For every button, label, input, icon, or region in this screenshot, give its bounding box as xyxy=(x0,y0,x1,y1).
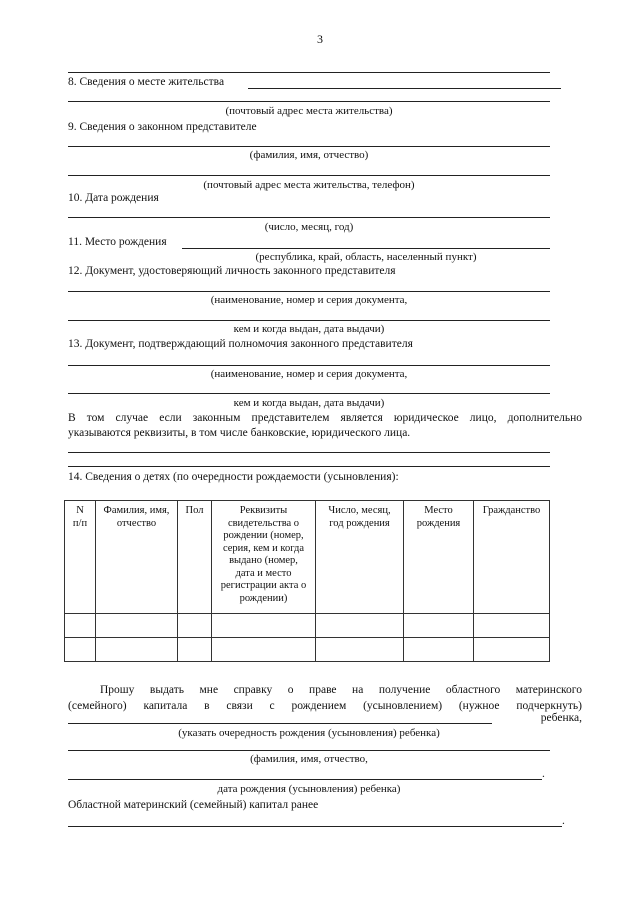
representative-address-field[interactable] xyxy=(68,175,550,176)
capital-field[interactable] xyxy=(68,826,562,827)
request-line2: (семейного) капитала в связи с рождением (усыновлением) (нужное подчеркнуть) xyxy=(68,700,582,712)
id-document-field[interactable] xyxy=(68,291,550,292)
s9-label: 9. Сведения о законном представителе xyxy=(68,121,257,133)
period-1: . xyxy=(542,768,545,780)
table-cell[interactable] xyxy=(474,638,550,662)
s8-caption: (почтовый адрес места жительства) xyxy=(225,105,393,117)
col-full-name: Фамилия, имя, отчество xyxy=(96,501,178,614)
table-cell[interactable] xyxy=(316,614,404,638)
s10-label: 10. Дата рождения xyxy=(68,192,159,204)
col-sex: Пол xyxy=(178,501,212,614)
capital-label: Областной материнский (семейный) капитал ранее xyxy=(68,799,319,811)
col-number: N п/п xyxy=(65,501,96,614)
caption-child-name: (фамилия, имя, отчество, xyxy=(250,753,368,765)
representative-name-field[interactable] xyxy=(68,146,550,147)
table-cell[interactable] xyxy=(96,614,178,638)
s13-caption-issued: кем и когда выдан, дата выдачи) xyxy=(233,397,385,409)
table-row xyxy=(65,614,550,638)
residence-field[interactable] xyxy=(248,88,561,89)
child-name-field[interactable] xyxy=(68,750,550,751)
caption-child-date: дата рождения (усыновления) ребенка) xyxy=(217,783,401,795)
legal-note-line2: указываются реквизиты, в том числе банковские, юридического лица. xyxy=(68,427,411,439)
children-table xyxy=(64,500,550,662)
child-birth-date-field[interactable] xyxy=(68,779,542,780)
table-row xyxy=(65,638,550,662)
col-citizenship: Гражданство xyxy=(474,501,550,614)
s12-label: 12. Документ, удостоверяющий личность законного представителя xyxy=(68,265,396,277)
residence-field-2[interactable] xyxy=(68,101,550,102)
s11-caption: (республика, край, область, населенный пункт) xyxy=(255,251,477,263)
col-birth-place: Место рождения xyxy=(404,501,474,614)
table-cell[interactable] xyxy=(65,614,96,638)
s12-caption-doc: (наименование, номер и серия документа, xyxy=(210,294,408,306)
col-birth-date: Число, месяц, год рождения xyxy=(316,501,404,614)
s13-caption-doc: (наименование, номер и серия документа, xyxy=(210,368,408,380)
table-cell[interactable] xyxy=(178,638,212,662)
birth-place-field[interactable] xyxy=(182,248,550,249)
birth-order-field[interactable] xyxy=(68,723,492,724)
authority-document-issued-field[interactable] xyxy=(68,393,550,394)
table-cell[interactable] xyxy=(96,638,178,662)
table-cell[interactable] xyxy=(212,614,316,638)
table-cell[interactable] xyxy=(65,638,96,662)
legal-details-field[interactable] xyxy=(68,452,550,453)
s11-label: 11. Место рождения xyxy=(68,236,167,248)
form-line xyxy=(68,72,550,73)
id-document-issued-field[interactable] xyxy=(68,320,550,321)
legal-note-line1: В том случае если законным представителем является юридическое лицо, дополнительно xyxy=(68,412,582,424)
birth-date-field[interactable] xyxy=(68,217,550,218)
table-cell[interactable] xyxy=(212,638,316,662)
s13-label: 13. Документ, подтверждающий полномочия законного представителя xyxy=(68,338,413,350)
table-cell[interactable] xyxy=(178,614,212,638)
s9-caption-address: (почтовый адрес места жительства, телефон) xyxy=(203,179,415,191)
page-number: 3 xyxy=(317,32,323,46)
col-birth-certificate: Реквизиты свидетельства о рождении (номер, серия, кем и когда выдано (номер, дата и место регистрации акта о рождении) xyxy=(212,501,316,614)
request-line1: Прошу выдать мне справку о праве на получение областного материнского xyxy=(100,684,582,696)
s14-label: 14. Сведения о детях (по очередности рождаемости (усыновления): xyxy=(68,471,399,483)
caption-order: (указать очередность рождения (усыновления) ребенка) xyxy=(178,727,440,739)
authority-document-field[interactable] xyxy=(68,365,550,366)
s10-caption: (число, месяц, год) xyxy=(264,221,354,233)
s9-caption-name: (фамилия, имя, отчество) xyxy=(249,149,369,161)
table-cell[interactable] xyxy=(316,638,404,662)
table-cell[interactable] xyxy=(404,638,474,662)
s12-caption-issued: кем и когда выдан, дата выдачи) xyxy=(233,323,385,335)
legal-details-field-2[interactable] xyxy=(68,466,550,467)
s8-label: 8. Сведения о месте жительства xyxy=(68,76,225,88)
table-cell[interactable] xyxy=(404,614,474,638)
request-line3-tail: ребенка, xyxy=(540,712,582,724)
period-2: . xyxy=(562,815,565,827)
table-cell[interactable] xyxy=(474,614,550,638)
